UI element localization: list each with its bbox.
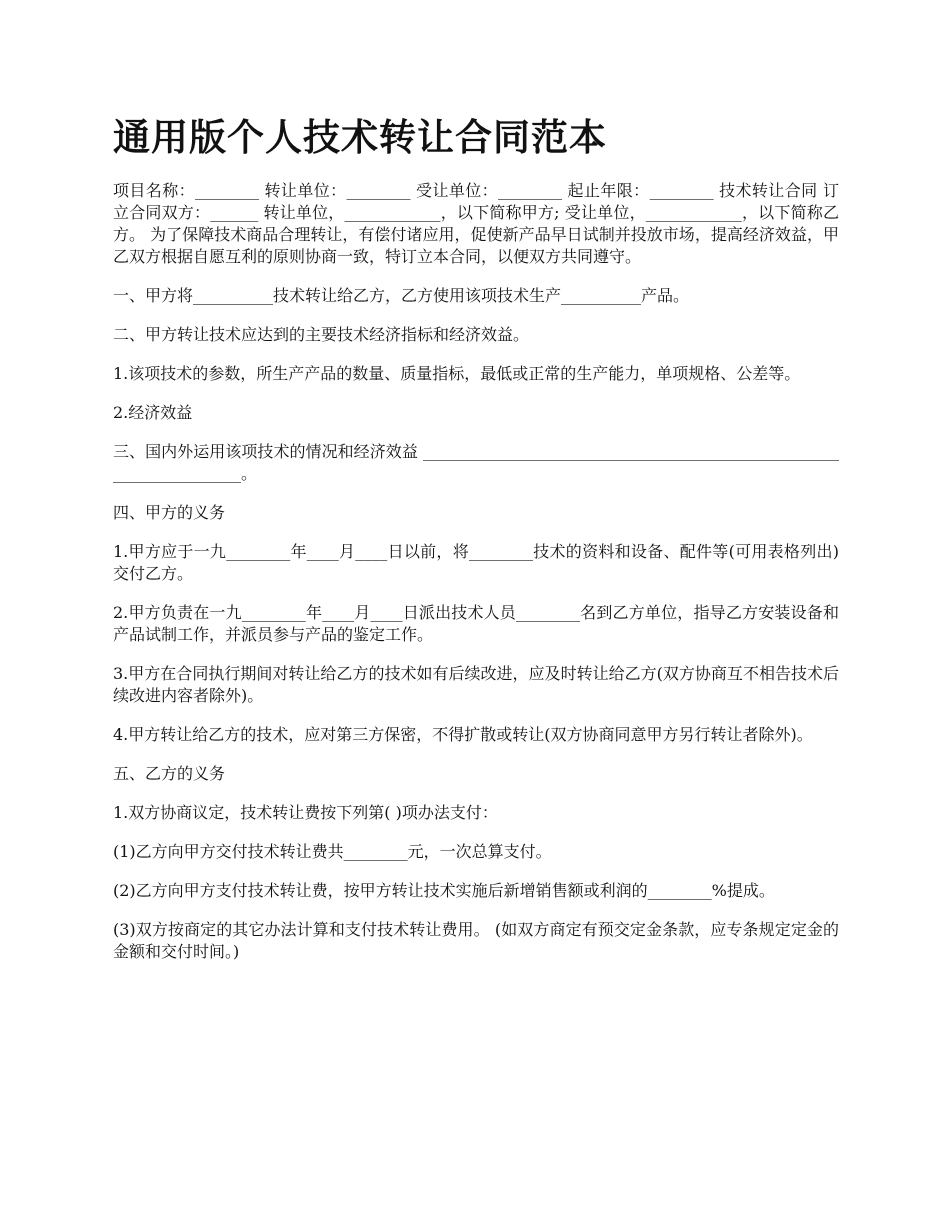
clause-4-item-4: 4.甲方转让给乙方的技术，应对第三方保密，不得扩散或转让(双方协商同意甲方另行转让者除外)。 [113,725,813,744]
clause-2-item-2: 2.经济效益 [113,403,193,422]
clause-1: 一、甲方将__________技术转让给乙方，乙方使用该项技术生产__________产品。 [113,286,690,305]
clause-2-heading: 二、甲方转让技术应达到的主要技术经济指标和经济效益。 [113,325,530,344]
document-title: 通用版个人技术转让合同范本 [113,115,607,159]
payment-option-2: (2)乙方向甲方支付技术转让费，按甲方转让技术实施后新增销售额或利润的________%提成。 [113,881,775,900]
clause-5-heading: 五、乙方的义务 [113,764,226,783]
clause-5-item-1: 1.双方协商议定，技术转让费按下列第( )项办法支付： [113,803,498,822]
payment-option-3: (3)双方按商定的其它办法计算和支付技术转让费用。 (如双方商定有预交定金条款，应专条规定定金的金额和交付时间。) [113,920,839,961]
document-page [113,112,839,980]
contract-intro: 项目名称：________ 转让单位：________ 受让单位：________ 起止年限：________ 技术转让合同 订立合同双方：______ 转让单位，____________，以下简称甲方; 受让单位，____________，以下简称乙方。 为了保障技术商品合理转让，有偿付诸应用，促使新产品早日试制并投放市场，提高经济效益，甲乙双方根据自愿互利的原则协商一致，特订立本合同，以便双方共同遵守。 [113,181,839,266]
clause-4-heading: 四、甲方的义务 [113,503,226,522]
clause-3: 三、国内外运用该项技术的情况和经济效益 ____________________________________________________________________。 [113,442,839,483]
clause-2-item-1: 1.该项技术的参数，所生产产品的数量、质量指标，最低或正常的生产能力，单项规格、公差等。 [113,364,801,383]
payment-option-1: (1)乙方向甲方交付技术转让费共________元，一次总算支付。 [113,842,552,861]
clause-4-item-3: 3.甲方在合同执行期间对转让给乙方的技术如有后续改进，应及时转让给乙方(双方协商互不相告技术后续改进内容者除外)。 [113,664,839,705]
clause-4-item-1: 1.甲方应于一九________年____月____日以前，将________技术的资料和设备、配件等(可用表格列出)交付乙方。 [113,542,839,583]
clause-4-item-2: 2.甲方负责在一九________年____月____日派出技术人员________名到乙方单位，指导乙方安装设备和产品试制工作，并派员参与产品的鉴定工作。 [113,603,839,644]
